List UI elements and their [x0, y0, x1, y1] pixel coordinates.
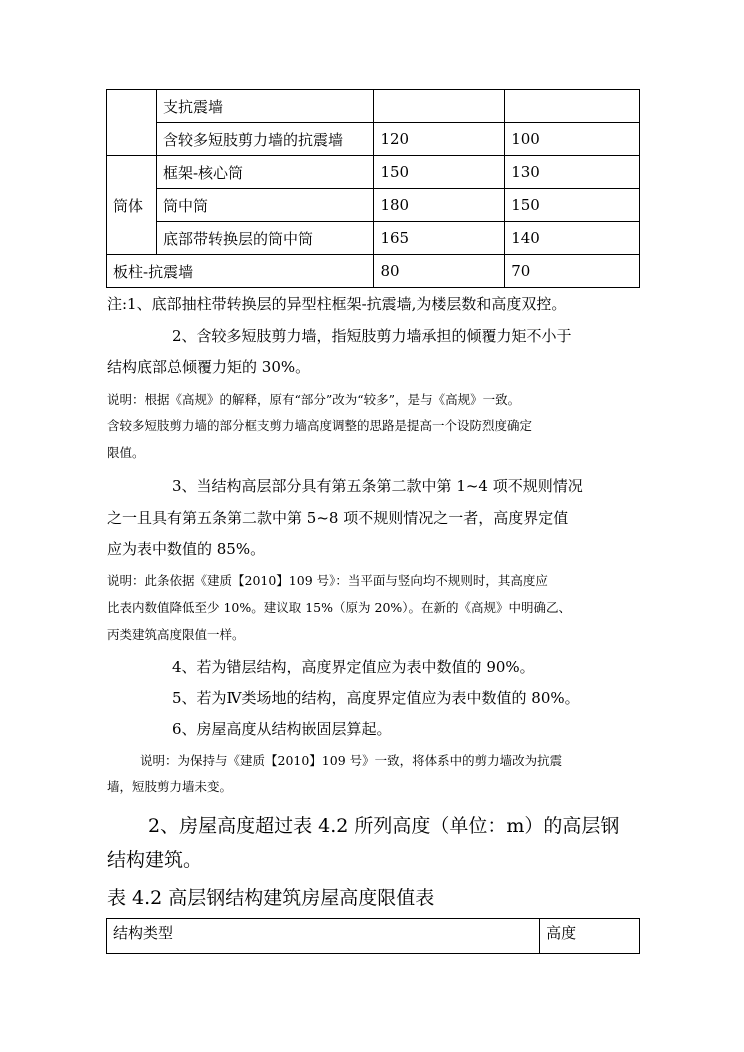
table-cell: [374, 90, 505, 123]
table-cell: 150: [374, 156, 505, 189]
table-row: [107, 156, 640, 189]
table-cell: [505, 90, 640, 123]
table-2-title: 表 4.2 高层钢结构建筑房屋高度限值表: [107, 887, 435, 909]
table-cell: 130: [505, 156, 640, 189]
explanation-1-line-2: 含较多短肢剪力墙的部分框支剪力墙高度调整的思路是提高一个设防烈度确定: [107, 418, 533, 433]
explanation-1-line-3: 限值。: [107, 445, 145, 460]
item-2-line-1: 2、房屋高度超过表 4.2 所列高度（单位：m）的高层钢: [148, 815, 620, 837]
table-row: [107, 222, 640, 255]
table-cell: 80: [374, 255, 505, 288]
note-2-line-1: 2、含较多短肢剪力墙，指短肢剪力墙承担的倾覆力矩不小于: [172, 327, 572, 345]
item-2-line-2: 结构建筑。: [107, 849, 203, 871]
explanation-3-line-1: 说明：为保持与《建质【2010】109 号》一致，将体系中的剪力墙改为抗震: [140, 753, 563, 768]
table-cell: 120: [374, 123, 505, 156]
table-cell: 70: [505, 255, 640, 288]
table-cell: 框架-核心筒: [156, 156, 374, 189]
note-2-line-2: 结构底部总倾覆力矩的 30%。: [107, 358, 311, 376]
table-row: [107, 255, 640, 288]
table-row: [107, 189, 640, 222]
note-1: 注:1、底部抽柱带转换层的异型柱框架-抗震墙,为楼层数和高度双控。: [107, 295, 567, 313]
steel-height-limit-table: [106, 918, 640, 954]
table-cell: 180: [374, 189, 505, 222]
table-cell: 筒中筒: [156, 189, 374, 222]
table-header-row: [107, 919, 640, 954]
table-cell: 底部带转换层的筒中筒: [156, 222, 374, 255]
table-row: [107, 90, 640, 123]
note-4: 4、若为错层结构，高度界定值应为表中数值的 90%。: [172, 658, 535, 676]
table-cell: 140: [505, 222, 640, 255]
explanation-2-line-3: 丙类建筑高度限值一样。: [107, 627, 245, 642]
note-3-line-1: 3、当结构高层部分具有第五条第二款中第 1~4 项不规则情况: [172, 477, 583, 495]
table-cell: 板柱-抗震墙: [107, 255, 374, 288]
table-cell: 165: [374, 222, 505, 255]
note-5: 5、若为Ⅳ类场地的结构，高度界定值应为表中数值的 80%。: [172, 689, 580, 707]
table-header-cell: 结构类型: [107, 919, 540, 954]
table-cell: 150: [505, 189, 640, 222]
table-cell: 支抗震墙: [156, 90, 374, 123]
table-group-cell: 筒体: [107, 156, 157, 255]
table-cell: [107, 90, 157, 156]
note-3-line-2: 之一且具有第五条第二款中第 5~8 项不规则情况之一者，高度界定值: [107, 509, 569, 527]
explanation-2-line-2: 比表内数值降低至少 10%。建议取 15%（原为 20%）。在新的《高规》中明确乙、: [107, 600, 572, 615]
table-cell: 含较多短肢剪力墙的抗震墙: [156, 123, 374, 156]
explanation-3-line-2: 墙，短肢剪力墙未变。: [107, 779, 233, 794]
explanation-2-line-1: 说明：此条依据《建质【2010】109 号》：当平面与竖向均不规则时，其高度应: [107, 573, 548, 588]
height-limit-table-continued: [106, 89, 640, 288]
note-3-line-3: 应为表中数值的 85%。: [107, 540, 266, 558]
note-6: 6、房屋高度从结构嵌固层算起。: [172, 720, 392, 738]
table-cell: 100: [505, 123, 640, 156]
table-row: [107, 123, 640, 156]
table-header-cell: 高度: [540, 919, 640, 954]
explanation-1-line-1: 说明：根据《高规》的解释，原有“部分”改为“较多”，是与《高规》一致。: [107, 392, 521, 407]
